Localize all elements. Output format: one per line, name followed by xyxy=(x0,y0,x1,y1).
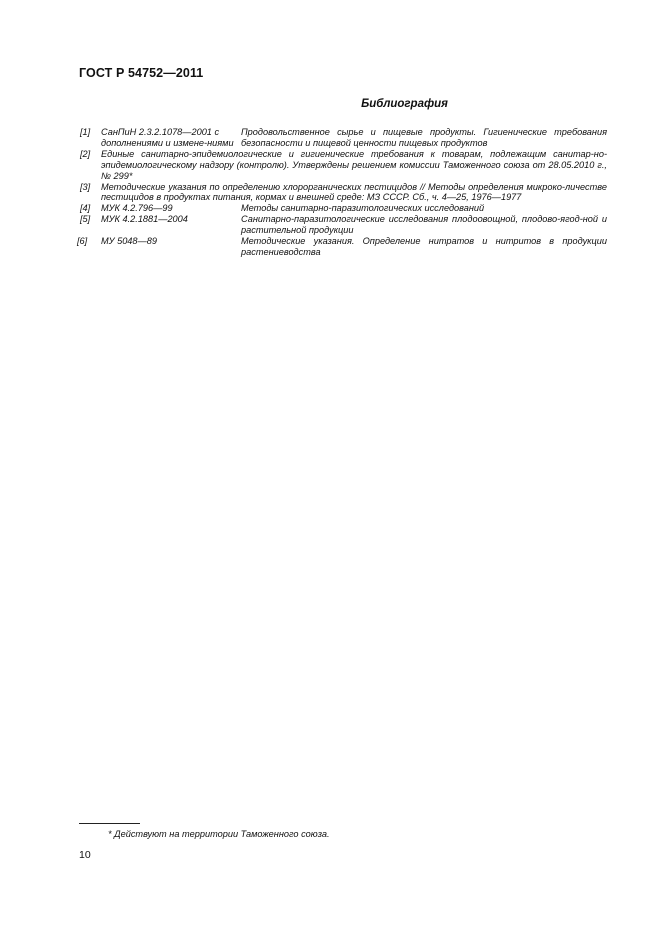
bib-description: Методы санитарно-паразитологических исследований xyxy=(241,203,485,214)
bib-number: [3] xyxy=(80,181,91,192)
bib-entry-4 xyxy=(80,203,607,214)
bib-description: Методические указания. Определение нитратов и нитритов в продукции растениеводства xyxy=(241,236,607,257)
bib-code: МУК 4.2.796—99 xyxy=(101,203,173,214)
bib-text: Методические указания по определению хлорорганических пестицидов // Методы определения микроко-личестве пестицидов в продуктах питания, кормах и внешней среде: МЗ СССР. Сб., ч. 4—25, 1976—1977 xyxy=(101,181,607,203)
bib-number: [4] xyxy=(80,203,91,214)
bib-entry-6 xyxy=(77,236,607,258)
bib-number: [5] xyxy=(80,214,91,225)
section-title-container xyxy=(0,94,661,112)
page-number: 10 xyxy=(79,849,91,861)
bib-number: [1] xyxy=(80,127,91,137)
bib-entry-1 xyxy=(80,127,607,149)
bib-code: СанПиН 2.3.2.1078—2001 с дополнениями и измене-ниями xyxy=(101,127,234,148)
bib-description: Продовольственное сырье и пищевые продукты. Гигиенические требования безопасности и пищевой ценности пищевых продуктов xyxy=(241,127,607,148)
bib-code: МУК 4.2.1881—2004 xyxy=(101,214,188,225)
bib-number: [2] xyxy=(80,148,91,159)
bib-text: Единые санитарно-эпидемиологические и гигиенические требования к товарам, подлежащим санитар-но-эпидемиологическому надзору (контролю). Утверждены решением комиссии Таможенного союза от 28.05.2010 г., № 299* xyxy=(101,148,607,181)
bib-entry-5 xyxy=(80,214,607,236)
bib-description: Санитарно-паразитологические исследования плодоовощной, плодово-ягод-ной и растительной продукции xyxy=(241,214,607,236)
bib-entry-3 xyxy=(80,182,607,204)
bib-code: МУ 5048—89 xyxy=(101,236,157,247)
document-header: ГОСТ Р 54752—2011 xyxy=(79,66,204,80)
section-title: Библиография xyxy=(361,98,448,110)
footnote: * Действуют на территории Таможенного союза. xyxy=(108,829,330,839)
bib-number: [6] xyxy=(77,236,88,247)
bibliography-list xyxy=(77,127,607,258)
footnote-divider xyxy=(79,823,140,824)
bib-entry-2 xyxy=(80,149,607,182)
